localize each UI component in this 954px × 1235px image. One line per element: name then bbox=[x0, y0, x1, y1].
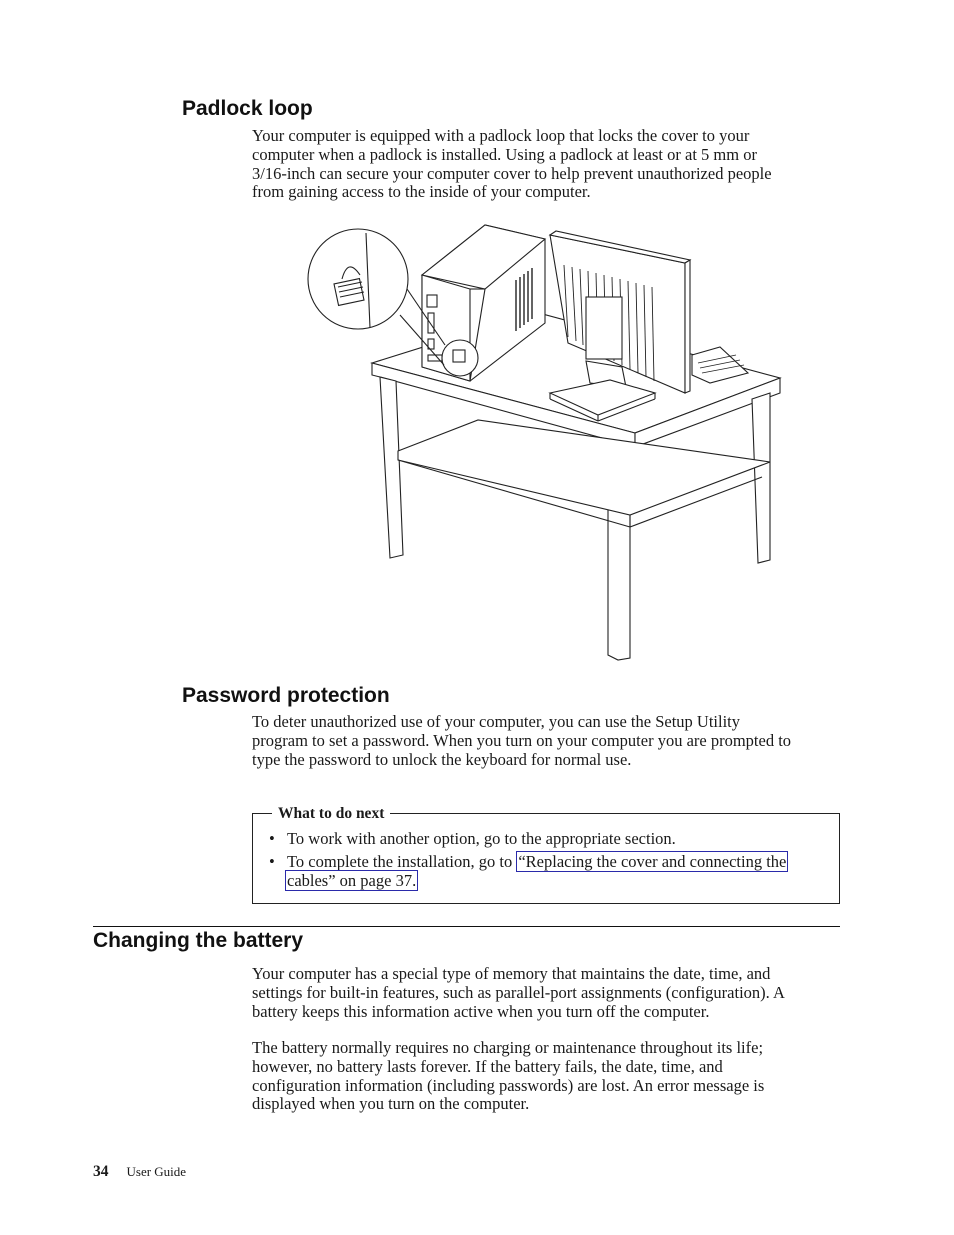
next-step-item-continued bbox=[285, 871, 418, 891]
bullet-icon: • bbox=[269, 829, 275, 848]
what-to-do-next-title: What to do next bbox=[272, 805, 390, 823]
text-line: Your computer is equipped with a padlock loop that locks the cover to your bbox=[252, 126, 750, 145]
document-title: User Guide bbox=[126, 1164, 187, 1179]
text-line: battery keeps this information active when you turn off the computer. bbox=[252, 1001, 710, 1021]
next-step-text: To work with another option, go to the appropriate section. bbox=[287, 829, 676, 848]
section-divider bbox=[93, 926, 840, 927]
text-line: settings for built-in features, such as parallel-port assignments (configuration). A bbox=[252, 982, 785, 1002]
next-step-item bbox=[269, 852, 788, 872]
cross-reference-link[interactable]: cables” on page 37. bbox=[287, 871, 417, 890]
bullet-icon: • bbox=[269, 852, 275, 871]
text-line: however, no battery lasts forever. If the battery fails, the date, time, and bbox=[252, 1056, 723, 1076]
battery-paragraph-1 bbox=[252, 965, 785, 1021]
text-line: The battery normally requires no charging or maintenance throughout its life; bbox=[252, 1038, 764, 1057]
next-step-text: To complete the installation, go to bbox=[287, 852, 517, 871]
text-line: displayed when you turn on the computer. bbox=[252, 1094, 530, 1114]
page-number: 34 bbox=[93, 1163, 109, 1180]
text-line: computer when a padlock is installed. Using a padlock at least or at 5 mm or bbox=[252, 144, 757, 164]
text-line: program to set a password. When you turn on your computer you are prompted to bbox=[252, 730, 792, 750]
text-line: Your computer has a special type of memory that maintains the date, time, and bbox=[252, 964, 771, 983]
padlock-loop-heading: Padlock loop bbox=[182, 97, 313, 120]
text-line: 3/16-inch can secure your computer cover to help prevent unauthorized people bbox=[252, 163, 772, 183]
cross-reference-link[interactable]: “Replacing the cover and connecting the bbox=[518, 852, 787, 871]
changing-battery-heading: Changing the battery bbox=[93, 929, 304, 952]
text-line: To deter unauthorized use of your computer, you can use the Setup Utility bbox=[252, 712, 741, 731]
text-line: from gaining access to the inside of your computer. bbox=[252, 182, 591, 202]
text-line: configuration information (including passwords) are lost. An error message is bbox=[252, 1075, 765, 1095]
next-step-item bbox=[269, 829, 676, 849]
password-protection-text bbox=[252, 713, 791, 769]
password-protection-heading: Password protection bbox=[182, 684, 390, 707]
padlock-loop-illustration bbox=[300, 215, 790, 665]
battery-paragraph-2 bbox=[252, 1039, 764, 1114]
padlock-loop-text bbox=[252, 127, 772, 202]
page-footer bbox=[93, 1163, 186, 1181]
text-line: type the password to unlock the keyboard for normal use. bbox=[252, 749, 632, 769]
